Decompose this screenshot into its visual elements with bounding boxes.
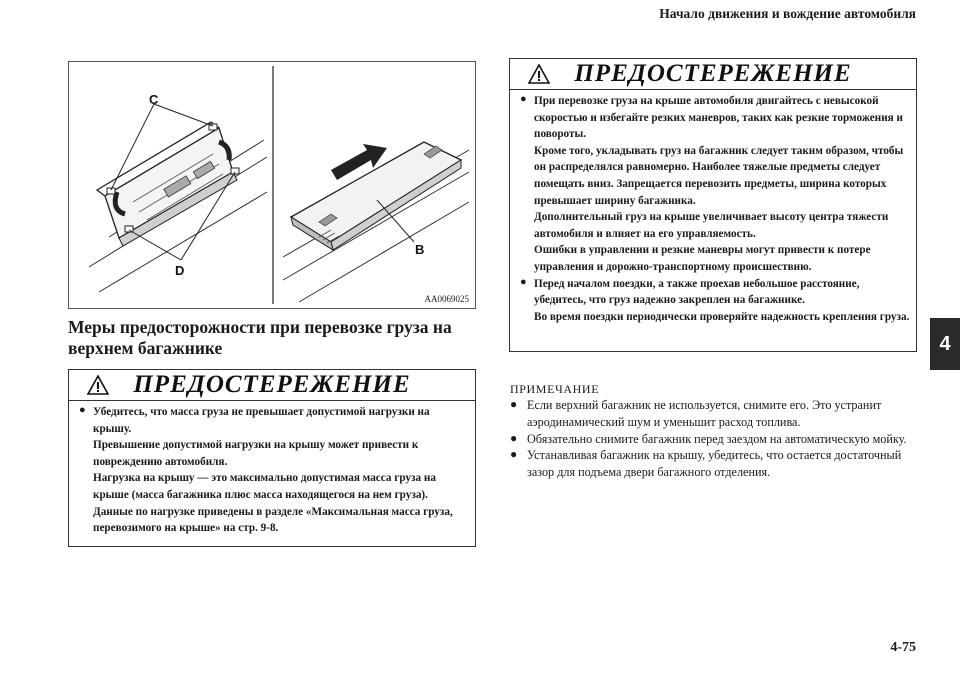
warning-title: ПРЕДОСТЕРЕЖЕНИЕ xyxy=(133,371,411,398)
note-item xyxy=(510,447,920,481)
running-head: Начало движения и вождение автомобиля xyxy=(659,6,916,21)
figure-code: AA0069025 xyxy=(424,294,469,304)
note-label: ПРИМЕЧАНИЕ xyxy=(510,382,600,396)
warning-item xyxy=(520,93,910,276)
warning-paragraph: Нагрузка на крышу — это максимально допустимая масса груза на крыше (масса багажника плюс масса находящегося на нем груза). xyxy=(93,472,436,501)
chapter-tab: 4 xyxy=(930,318,960,370)
roof-rack-illustration xyxy=(69,62,475,308)
warning-body xyxy=(69,401,475,543)
label-b: B xyxy=(415,242,425,257)
note-item xyxy=(510,431,920,448)
bullet-icon: ● xyxy=(510,447,518,462)
warning-header xyxy=(69,370,475,401)
warning-paragraph: Убедитесь, что масса груза не превышает допустимой нагрузки на крышу. xyxy=(93,406,430,435)
warning-box-left xyxy=(68,369,476,547)
warning-title: ПРЕДОСТЕРЕЖЕНИЕ xyxy=(574,60,852,87)
bullet-icon: ● xyxy=(520,93,527,105)
roof-rack-figure xyxy=(68,61,476,309)
page-number: 4-75 xyxy=(890,640,916,655)
warning-item xyxy=(79,404,469,537)
warning-paragraph: Ошибки в управлении и резкие маневры могут привести к потере управления и дорожно-транспортному происшествию. xyxy=(534,244,871,273)
warning-paragraph: Перед началом поездки, а также проехав небольшое расстояние, убедитесь, что груз надежно закреплен на багажнике. xyxy=(534,277,860,307)
warning-header xyxy=(510,59,916,90)
warning-body xyxy=(510,90,916,331)
warning-triangle-icon xyxy=(528,64,550,84)
bullet-icon: ● xyxy=(510,397,518,411)
warning-item xyxy=(520,275,910,326)
bullet-icon: ● xyxy=(520,275,527,288)
warning-paragraph: Данные по нагрузке приведены в разделе «Максимальная масса груза, перевозимого на крыше» на стр. 9-8. xyxy=(93,505,453,535)
note-section xyxy=(510,381,920,481)
warning-box-right xyxy=(509,58,917,352)
warning-paragraph: Во время поездки периодически проверяйте надежность крепления груза. xyxy=(534,310,910,323)
warning-paragraph: Кроме того, укладывать груз на багажник следует таким образом, чтобы он распределялся равномерно. Наиболее тяжелые предметы следует помещать вниз. Запрещается перевозить предметы, ширина которых превышает ширину багажника. xyxy=(534,144,904,207)
note-item xyxy=(510,397,920,431)
label-c: C xyxy=(149,92,159,107)
note-text: Устанавливая багажник на крышу, убедитесь, что остается достаточный зазор для подъема двери багажного отделения. xyxy=(527,448,902,480)
warning-paragraph: Дополнительный груз на крыше увеличивает высоту центра тяжести автомобиля и влияет на его управляемость. xyxy=(534,211,889,240)
warning-paragraph: Превышение допустимой нагрузки на крышу может привести к повреждению автомобиля. xyxy=(93,439,419,468)
note-text: Если верхний багажник не используется, снимите его. Это устранит аэродинамический шум и уменьшит расход топлива. xyxy=(527,398,882,429)
note-text: Обязательно снимите багажник перед заездом на автоматическую мойку. xyxy=(527,431,907,446)
section-title: Меры предосторожности при перевозке груза на верхнем багажнике xyxy=(68,317,452,358)
bullet-icon: ● xyxy=(79,404,86,416)
bullet-icon: ● xyxy=(510,430,518,445)
label-d: D xyxy=(175,263,185,278)
warning-paragraph: При перевозке груза на крыше автомобиля двигайтесь с невысокой скоростью и избегайте резких маневров, таких как резкие торможения и повороты. xyxy=(534,95,903,141)
warning-triangle-icon xyxy=(87,375,109,395)
